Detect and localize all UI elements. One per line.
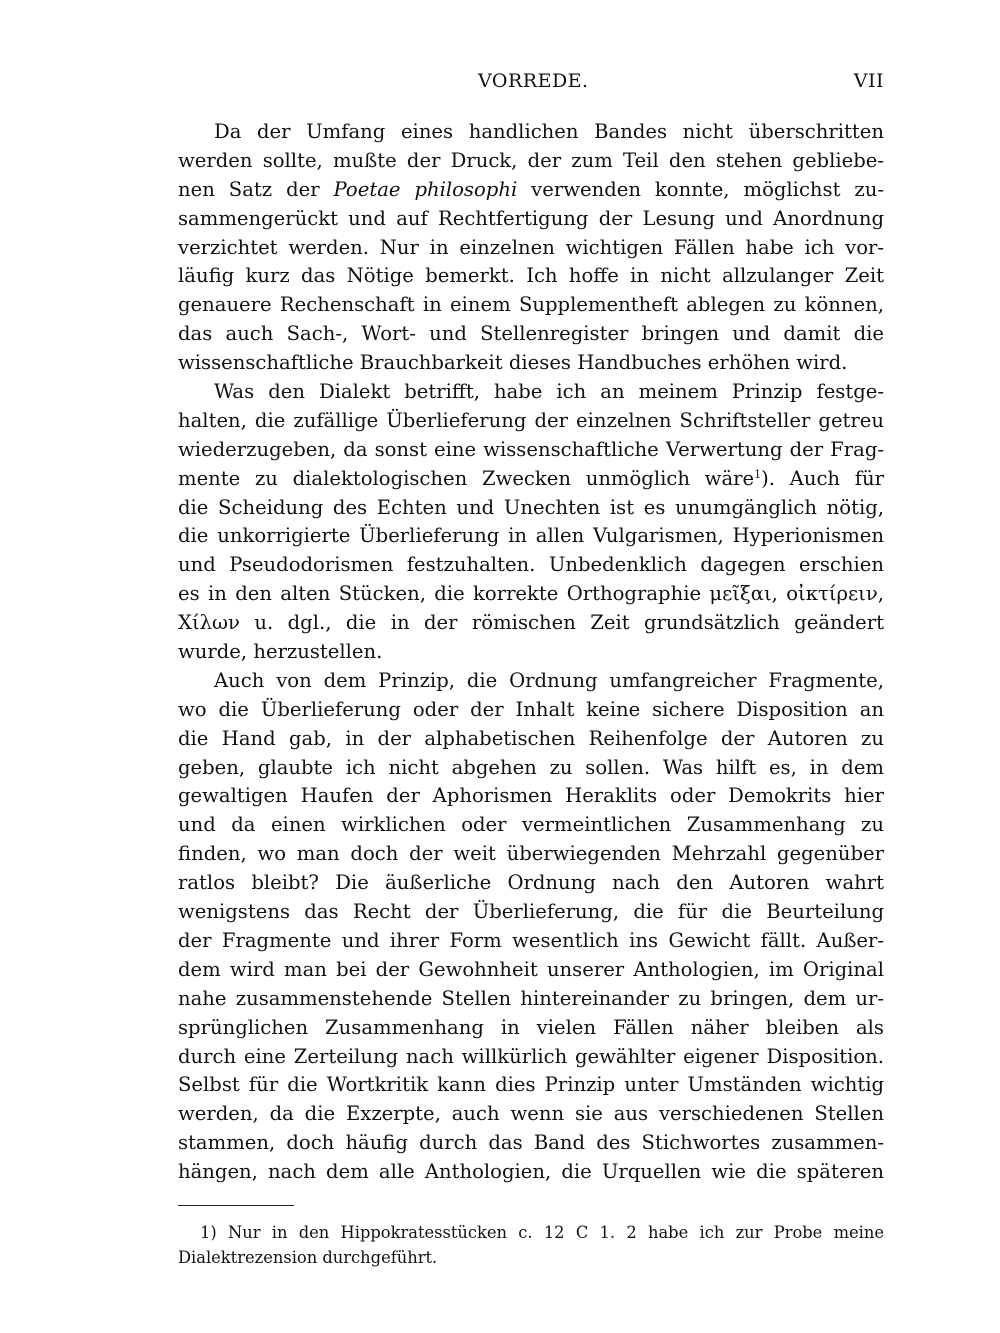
text-line: Auch von dem Prinzip, die Ordnung umfangreicher Fragmente, xyxy=(214,668,884,692)
text-line: gewaltigen Haufen der Aphorismen Heraklits oder Demokrits hier xyxy=(178,784,884,808)
text-line: die Hand gab, in der alphabetischen Reihenfolge der Autoren zu xyxy=(178,726,884,750)
text-line: läufig kurz das Nötige bemerkt. Ich hoffe in nicht allzulanger Zeit xyxy=(178,264,884,288)
text-line: wenigstens das Recht der Überlieferung, die für die Beurteilung xyxy=(178,900,884,924)
text-line: Was den Dialekt betrifft, habe ich an meinem Prinzip festge- xyxy=(214,380,884,404)
body-text xyxy=(178,118,884,1187)
paragraph-2 xyxy=(178,378,884,667)
text-line: stammen, doch häufig durch das Band des Stichwortes zusammen- xyxy=(178,1131,884,1155)
text-line: und Pseudodorismen festzuhalten. Unbedenklich dagegen erschien xyxy=(178,553,884,577)
text-line: nahe zusammenstehende Stellen hintereinander zu bringen, dem ur- xyxy=(178,986,884,1010)
page-header xyxy=(178,68,884,100)
text-line: werden, da die Exzerpte, auch wenn sie aus verschiedenen Stellen xyxy=(178,1102,884,1126)
text-line: hängen, nach dem alle Anthologien, die Urquellen wie die späteren xyxy=(178,1160,884,1184)
text-line: es in den alten Stücken, die korrekte Orthographie μεῖξαι, οἰκτίρειν, xyxy=(178,582,884,606)
text-line: geben, glaubte ich nicht abgehen zu sollen. Was hilft es, in dem xyxy=(178,755,884,779)
text-line: wissenschaftliche Brauchbarkeit dieses Handbuches erhöhen wird. xyxy=(178,351,848,375)
footnote-line: Dialektrezension durchgeführt. xyxy=(178,1248,438,1267)
paragraph-3 xyxy=(178,667,884,1187)
footnote-marker: 1 xyxy=(754,467,762,481)
text-line: genauere Rechenschaft in einem Supplementheft ablegen zu können, xyxy=(178,293,884,317)
text-line: halten, die zufällige Überlieferung der einzelnen Schriftsteller getreu xyxy=(178,408,884,432)
text-line xyxy=(178,465,884,494)
text-line: Χίλων u. dgl., die in der römischen Zeit grundsätzlich geändert xyxy=(178,611,884,635)
text-line: Selbst für die Wortkritik kann dies Prinzip unter Umständen wichtig xyxy=(178,1073,884,1097)
text-line: wo die Überlieferung oder der Inhalt keine sichere Disposition an xyxy=(178,697,884,721)
text-line: sprünglichen Zusammenhang in vielen Fällen näher bleiben als xyxy=(178,1015,884,1039)
text-line: sammengerückt und auf Rechtfertigung der Lesung und Anordnung xyxy=(178,206,884,230)
text-line: das auch Sach-, Wort- und Stellenregister bringen und damit die xyxy=(178,322,884,346)
text-line: werden sollte, mußte der Druck, der zum Teil den stehen gebliebe- xyxy=(178,148,884,172)
text-line: die unkorrigierte Überlieferung in allen Vulgarismen, Hyperionismen xyxy=(178,524,884,548)
text-line: Da der Umfang eines handlichen Bandes nicht überschritten xyxy=(214,120,884,143)
text-line: wurde, herzustellen. xyxy=(178,640,383,664)
footnote-line: 1) Nur in den Hippokratesstücken c. 12 C 1. 2 habe ich zur Probe meine xyxy=(200,1223,884,1242)
text-line: und da einen wirklichen oder vermeintlichen Zusammenhang zu xyxy=(178,813,884,837)
text-line: verzichtet werden. Nur in einzelnen wichtigen Fällen habe ich vor- xyxy=(178,235,884,259)
text-fragment: ). Auch für xyxy=(761,466,884,490)
text-fragment: nen Satz der xyxy=(178,177,334,201)
footnote-divider xyxy=(178,1205,294,1206)
book-page xyxy=(178,68,884,1267)
text-fragment: mente zu dialektologischen Zwecken unmöglich wäre xyxy=(178,466,755,490)
text-line xyxy=(178,176,884,205)
page-number: VII xyxy=(853,70,884,92)
paragraph-1 xyxy=(178,118,884,378)
text-line: die Scheidung des Echten und Unechten ist es unumgänglich nötig, xyxy=(178,495,884,519)
text-line: ratlos bleibt? Die äußerliche Ordnung nach den Autoren wahrt xyxy=(178,871,884,895)
running-title: VORREDE. xyxy=(478,70,589,92)
text-line: finden, wo man doch der weit überwiegenden Mehrzahl gegenüber xyxy=(178,842,884,866)
text-line: der Fragmente und ihrer Form wesentlich ins Gewicht fällt. Außer- xyxy=(178,928,884,952)
text-fragment: verwenden konnte, möglichst zu- xyxy=(517,177,884,201)
footnote xyxy=(178,1220,884,1270)
text-line: wiederzugeben, da sonst eine wissenschaftliche Verwertung der Frag- xyxy=(178,437,884,461)
text-line: dem wird man bei der Gewohnheit unserer Anthologien, im Original xyxy=(178,957,884,981)
italic-title: Poetae philosophi xyxy=(333,177,518,201)
text-line: durch eine Zerteilung nach willkürlich gewählter eigener Disposition. xyxy=(178,1044,884,1068)
